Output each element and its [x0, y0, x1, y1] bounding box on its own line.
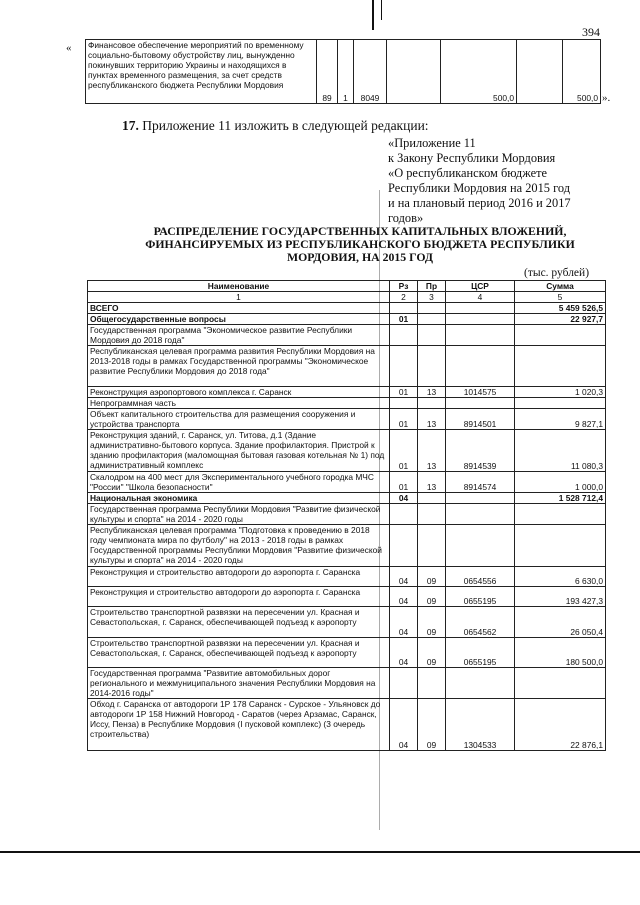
row-name: Строительство транспортной развязки на пересечении ул. Красная и Севастопольская, г. Саранск, обеспечивающей подъезд к аэропорту	[88, 638, 390, 668]
previous-table	[85, 39, 601, 104]
units-label: (тыс. рублей)	[524, 267, 590, 279]
column-number: 3	[418, 292, 446, 303]
table-row	[88, 607, 606, 638]
row-pr: 13	[418, 409, 446, 430]
row-name: ВСЕГО	[88, 303, 390, 314]
previous-row-empty	[517, 40, 563, 104]
row-csr: 0654562	[446, 607, 515, 638]
row-name: Строительство транспортной развязки на пересечении ул. Красная и Севастопольская, г. Саранск, обеспечивающей подъезд к аэропорту	[88, 607, 390, 638]
row-rz: 01	[390, 430, 418, 472]
row-name: Республиканская целевая программа "Подготовка к проведению в 2018 году чемпионата мира по футболу" на 2013 - 2018 годы в рамках Государственной программы Республики Мордовия "Развитие физической культуры и спорта" на 2014 - 2020 годы	[88, 525, 390, 567]
row-name: Республиканская целевая программа развития Республики Мордовия на 2013-2018 годы в рамках Государственной программы "Экономическое развитие Республики Мордовия до 2018 года"	[88, 346, 390, 387]
table-row	[88, 699, 606, 751]
row-csr: 8914539	[446, 430, 515, 472]
table-row	[88, 638, 606, 668]
row-rz: 01	[390, 314, 418, 325]
row-csr	[446, 668, 515, 699]
column-number-row	[88, 292, 606, 303]
page-number: 394	[582, 25, 600, 39]
row-pr: 13	[418, 472, 446, 493]
previous-row-rz: 89	[317, 40, 338, 104]
row-rz: 01	[390, 387, 418, 398]
row-rz	[390, 325, 418, 346]
previous-row-csr: 8049	[354, 40, 387, 104]
previous-row-name: Финансовое обеспечение мероприятий по временному социально-бытовому обустройству лиц, вынужденно покинувших территорию Украины и находящихся в пунктах временного размещения, за счет средств республиканского бюджета Республики Мордовия	[86, 40, 317, 104]
row-sum: 193 427,3	[515, 587, 606, 607]
row-rz	[390, 346, 418, 387]
page-bottom-rule	[0, 851, 640, 853]
scan-fold-line	[379, 190, 380, 830]
row-rz: 01	[390, 409, 418, 430]
row-rz: 04	[390, 567, 418, 587]
row-pr	[418, 303, 446, 314]
row-name: Общегосударственные вопросы	[88, 314, 390, 325]
column-number: 4	[446, 292, 515, 303]
row-pr: 09	[418, 607, 446, 638]
table-row	[86, 40, 601, 104]
row-csr: 8914574	[446, 472, 515, 493]
section-number: 17.	[122, 118, 139, 133]
title-line: ФИНАНСИРУЕМЫХ ИЗ РЕСПУБЛИКАНСКОГО БЮДЖЕТА РЕСПУБЛИКИ	[145, 237, 575, 251]
previous-row-empty	[387, 40, 441, 104]
row-pr: 09	[418, 638, 446, 668]
row-pr	[418, 668, 446, 699]
section-text: Приложение 11 изложить в следующей редакции:	[142, 118, 429, 133]
row-sum: 22 876,1	[515, 699, 606, 751]
appendix-line: «О республиканском бюджете	[388, 166, 548, 180]
table-row	[88, 346, 606, 387]
header-sum: Сумма	[515, 281, 606, 292]
row-rz: 01	[390, 472, 418, 493]
row-rz: 04	[390, 587, 418, 607]
row-sum: 9 827,1	[515, 409, 606, 430]
appendix-line: годов»	[388, 211, 424, 225]
row-pr	[418, 504, 446, 525]
table-header-row	[88, 281, 606, 292]
row-pr	[418, 314, 446, 325]
previous-row-value-1: 500,0	[441, 40, 517, 104]
title-line: РАСПРЕДЕЛЕНИЕ ГОСУДАРСТВЕННЫХ КАПИТАЛЬНЫХ ВЛОЖЕНИЙ,	[153, 224, 567, 238]
column-number: 1	[88, 292, 390, 303]
row-sum: 6 630,0	[515, 567, 606, 587]
row-sum	[515, 346, 606, 387]
row-csr	[446, 525, 515, 567]
row-name: Скалодром на 400 мест для Экспериментального учебного городка МЧС "России" "Школа безопасности"	[88, 472, 390, 493]
row-name: Реконструкция и строительство автодороги до аэропорта г. Саранска	[88, 587, 390, 607]
row-csr	[446, 346, 515, 387]
header-csr: ЦСР	[446, 281, 515, 292]
row-rz	[390, 398, 418, 409]
previous-row-value-2: 500,0	[563, 40, 601, 104]
row-sum: 11 080,3	[515, 430, 606, 472]
row-name: Государственная программа "Развитие автомобильных дорог регионального и межмуниципального значения Республики Мордовия на 2014-2016 годы"	[88, 668, 390, 699]
row-name: Объект капитального строительства для размещения сооружения и устройства транспорта	[88, 409, 390, 430]
row-sum: 5 459 526,5	[515, 303, 606, 314]
table-row	[88, 303, 606, 314]
header-pr: Пр	[418, 281, 446, 292]
row-rz: 04	[390, 493, 418, 504]
row-pr	[418, 325, 446, 346]
row-sum	[515, 325, 606, 346]
document-title	[100, 225, 620, 264]
row-csr	[446, 493, 515, 504]
row-sum: 22 927,7	[515, 314, 606, 325]
row-pr: 09	[418, 587, 446, 607]
appendix-line: Республики Мордовия на 2015 год	[388, 181, 570, 195]
header-rz: Рз	[390, 281, 418, 292]
row-rz: 04	[390, 607, 418, 638]
row-sum: 1 000,0	[515, 472, 606, 493]
row-csr	[446, 398, 515, 409]
row-rz: 04	[390, 699, 418, 751]
row-rz: 04	[390, 638, 418, 668]
table-row	[88, 504, 606, 525]
row-rz	[390, 504, 418, 525]
table-row	[88, 668, 606, 699]
table-row	[88, 587, 606, 607]
previous-table-open-quote: «	[66, 42, 72, 54]
row-name: Реконструкция аэропортового комплекса г. Саранск	[88, 387, 390, 398]
row-csr	[446, 303, 515, 314]
row-name: Государственная программа "Экономическое развитие Республики Мордовия до 2018 года"	[88, 325, 390, 346]
column-number: 2	[390, 292, 418, 303]
row-pr: 09	[418, 567, 446, 587]
scan-fold-line	[372, 0, 374, 30]
row-csr: 0655195	[446, 587, 515, 607]
previous-table-close-mark: ».	[602, 92, 611, 104]
table-row	[88, 387, 606, 398]
row-sum: 26 050,4	[515, 607, 606, 638]
row-sum: 180 500,0	[515, 638, 606, 668]
table-row	[88, 314, 606, 325]
row-sum: 1 020,3	[515, 387, 606, 398]
table-row	[88, 409, 606, 430]
row-sum: 1 528 712,4	[515, 493, 606, 504]
row-name: Государственная программа Республики Мордовия "Развитие физической культуры и спорта" на 2014 - 2020 годы	[88, 504, 390, 525]
row-csr: 1304533	[446, 699, 515, 751]
row-pr	[418, 346, 446, 387]
row-csr	[446, 325, 515, 346]
row-pr	[418, 493, 446, 504]
table-row	[88, 430, 606, 472]
table-row	[88, 325, 606, 346]
row-csr: 0654556	[446, 567, 515, 587]
row-pr: 13	[418, 387, 446, 398]
capital-investments-table	[87, 280, 606, 751]
row-csr: 8914501	[446, 409, 515, 430]
appendix-line: и на плановый период 2016 и 2017	[388, 196, 571, 210]
row-name: Непрограммная часть	[88, 398, 390, 409]
column-number: 5	[515, 292, 606, 303]
row-csr	[446, 504, 515, 525]
section-instruction	[122, 118, 429, 134]
table-row	[88, 493, 606, 504]
row-csr	[446, 314, 515, 325]
row-csr: 1014575	[446, 387, 515, 398]
header-name: Наименование	[88, 281, 390, 292]
row-sum	[515, 504, 606, 525]
row-sum	[515, 525, 606, 567]
row-name: Национальная экономика	[88, 493, 390, 504]
previous-row-pr: 1	[338, 40, 354, 104]
row-rz	[390, 303, 418, 314]
table-row	[88, 525, 606, 567]
appendix-header	[388, 136, 618, 226]
row-pr	[418, 525, 446, 567]
title-line: МОРДОВИЯ, НА 2015 ГОД	[286, 250, 434, 264]
table-row	[88, 472, 606, 493]
row-pr	[418, 398, 446, 409]
row-pr: 13	[418, 430, 446, 472]
row-rz	[390, 668, 418, 699]
row-pr: 09	[418, 699, 446, 751]
appendix-line: к Закону Республики Мордовия	[388, 151, 556, 165]
row-csr: 0655195	[446, 638, 515, 668]
row-name: Обход г. Саранска от автодороги 1Р 178 Саранск - Сурское - Ульяновск до автодороги 1Р 158 Нижний Новгород - Саратов (через Арзамас, Саранск, Иссу, Пенза) в Республике Мордовия (I пусковой комплекс) (3 очередь строительства)	[88, 699, 390, 751]
table-row	[88, 567, 606, 587]
row-rz	[390, 525, 418, 567]
row-name: Реконструкция зданий, г. Саранск, ул. Титова, д.1 (Здание административно-бытового корпуса. Здание профилактория. Пристрой к зданию профилактория (маломощная бытовая газовая котельная № 1) под административный комплекс	[88, 430, 390, 472]
row-sum	[515, 398, 606, 409]
scan-fold-line	[381, 0, 382, 20]
appendix-line: «Приложение 11	[388, 136, 476, 150]
row-sum	[515, 668, 606, 699]
table-body	[88, 303, 606, 751]
table-row	[88, 398, 606, 409]
row-name: Реконструкция и строительство автодороги до аэропорта г. Саранска	[88, 567, 390, 587]
